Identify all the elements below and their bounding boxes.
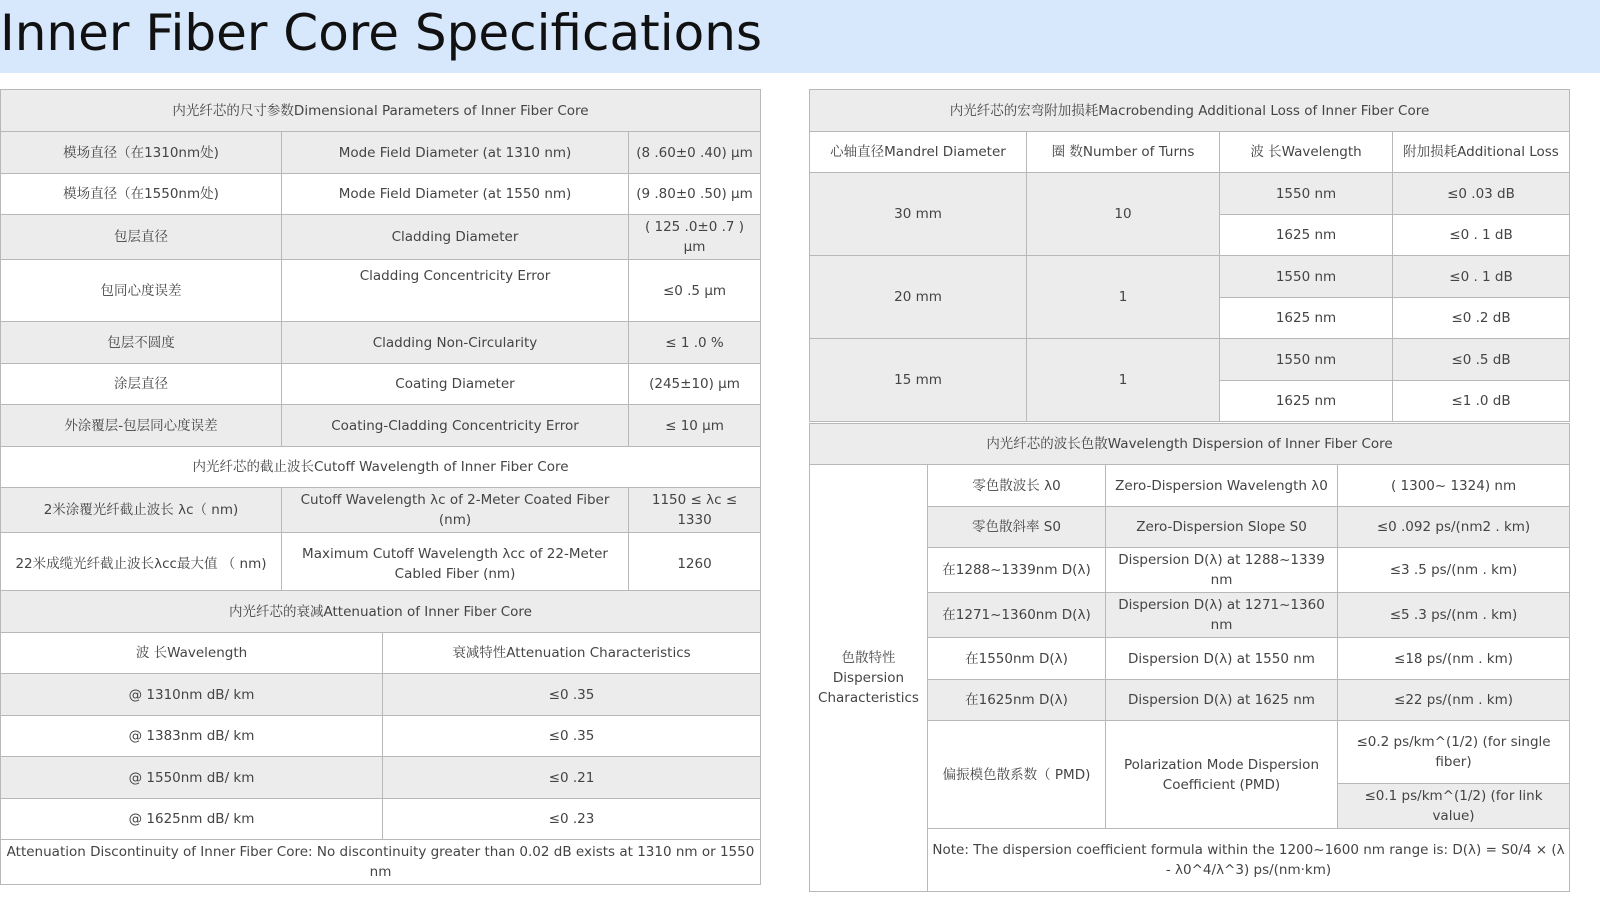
wavelength-cell: @ 1383nm dB/ km (1, 716, 383, 757)
table-row (1, 757, 761, 799)
param-cn: 在1288~1339nm D(λ) (928, 548, 1106, 593)
table-row (810, 339, 1570, 381)
param-cn: 外涂覆层-包层同心度误差 (1, 405, 282, 447)
table-row (810, 173, 1570, 215)
param-cn: 涂层直径 (1, 364, 282, 405)
table-row (1, 840, 761, 885)
loss-cell: ≤0 .03 dB (1393, 173, 1570, 215)
wavelength-cell: 1550 nm (1220, 256, 1393, 298)
param-cn: 模场直径（在1310nm处) (1, 132, 282, 174)
wavelength-cell: @ 1310nm dB/ km (1, 674, 383, 716)
attenuation-value: ≤0 .21 (383, 757, 761, 799)
param-cn: 模场直径（在1550nm处) (1, 174, 282, 215)
table-row (1, 174, 761, 215)
dispersion-note: Note: The dispersion coefficient formula within the 1200~1600 nm range is: D(λ) = S0/4 × (λ - λ0^4/λ^3) ps/(nm·km) (928, 829, 1570, 892)
param-cn: 零色散波长 λ0 (928, 465, 1106, 507)
param-value: (245±10) μm (629, 364, 761, 405)
table-row (1, 716, 761, 757)
param-cn: 包层不圆度 (1, 322, 282, 364)
table-row (810, 132, 1570, 173)
pmd-en: Polarization Mode Dispersion Coefficient (PMD) (1106, 721, 1338, 829)
attenuation-value: ≤0 .35 (383, 716, 761, 757)
param-value: ≤5 .3 ps/(nm . km) (1338, 593, 1570, 638)
param-value: 1150 ≤ λc ≤ 1330 (629, 488, 761, 533)
param-en: Dispersion D(λ) at 1288~1339 nm (1106, 548, 1338, 593)
param-en: Mode Field Diameter (at 1310 nm) (282, 132, 629, 174)
param-value: (8 .60±0 .40) μm (629, 132, 761, 174)
param-value: ≤3 .5 ps/(nm . km) (1338, 548, 1570, 593)
param-en: Coating-Cladding Concentricity Error (282, 405, 629, 447)
table-row (1, 591, 761, 633)
macrobending-table (809, 89, 1570, 422)
param-value: (9 .80±0 .50) μm (629, 174, 761, 215)
wavelength-cell: 1550 nm (1220, 173, 1393, 215)
cutoff-title: 内光纤芯的截止波长Cutoff Wavelength of Inner Fiber Core (1, 447, 761, 488)
param-en: Dispersion D(λ) at 1550 nm (1106, 638, 1338, 680)
table-row (1, 364, 761, 405)
attenuation-value: ≤0 .23 (383, 799, 761, 840)
param-cn: 在1625nm D(λ) (928, 680, 1106, 721)
param-cn: 2米涂覆光纤截止波长 λc（ nm) (1, 488, 282, 533)
param-cn: 包同心度误差 (1, 260, 282, 322)
table-row (810, 465, 1570, 507)
param-value: ( 125 .0±0 .7 ) μm (629, 215, 761, 260)
param-value: ≤0 .5 μm (629, 260, 761, 322)
table-row (810, 424, 1570, 465)
table-row (1, 488, 761, 533)
param-cn: 零色散斜率 S0 (928, 507, 1106, 548)
loss-cell: ≤0 . 1 dB (1393, 215, 1570, 256)
macrobending-title: 内光纤芯的宏弯附加损耗Macrobending Additional Loss of Inner Fiber Core (810, 90, 1570, 132)
turns-cell: 1 (1027, 256, 1220, 339)
param-value: ≤18 ps/(nm . km) (1338, 638, 1570, 680)
param-en: Cladding Non-Circularity (282, 322, 629, 364)
wavelength-cell: @ 1625nm dB/ km (1, 799, 383, 840)
table-row (1, 90, 761, 132)
table-row (810, 256, 1570, 298)
table-row (1, 215, 761, 260)
dimensional-title: 内光纤芯的尺寸参数Dimensional Parameters of Inner Fiber Core (1, 90, 761, 132)
mandrel-cell: 20 mm (810, 256, 1027, 339)
turns-cell: 10 (1027, 173, 1220, 256)
loss-cell: ≤0 .5 dB (1393, 339, 1570, 381)
pmd-cn: 偏振模色散系数（ PMD) (928, 721, 1106, 829)
table-row (810, 90, 1570, 132)
col-loss: 附加损耗Additional Loss (1393, 132, 1570, 173)
mandrel-cell: 30 mm (810, 173, 1027, 256)
turns-cell: 1 (1027, 339, 1220, 422)
table-row (1, 447, 761, 488)
param-en: Cutoff Wavelength λc of 2-Meter Coated Fiber (nm) (282, 488, 629, 533)
attenuation-value: ≤0 .35 (383, 674, 761, 716)
param-en: Zero-Dispersion Wavelength λ0 (1106, 465, 1338, 507)
wavelength-cell: 1625 nm (1220, 215, 1393, 256)
table-row (1, 132, 761, 174)
param-cn: 22米成缆光纤截止波长λcc最大值 （ nm) (1, 533, 282, 596)
col-characteristics: 衰减特性Attenuation Characteristics (383, 633, 761, 674)
attenuation-table (0, 590, 761, 885)
table-row (1, 533, 761, 596)
wavelength-cell: 1550 nm (1220, 339, 1393, 381)
param-en: Cladding Concentricity Error (282, 260, 629, 322)
param-en: Coating Diameter (282, 364, 629, 405)
loss-cell: ≤0 .2 dB (1393, 298, 1570, 339)
param-en: Dispersion D(λ) at 1625 nm (1106, 680, 1338, 721)
pmd-single-value: ≤0.2 ps/km^(1/2) (for single fiber) (1338, 721, 1570, 784)
param-value: ( 1300~ 1324) nm (1338, 465, 1570, 507)
table-row (1, 674, 761, 716)
param-en: Mode Field Diameter (at 1550 nm) (282, 174, 629, 215)
wavelength-cell: 1625 nm (1220, 381, 1393, 422)
table-row (1, 260, 761, 322)
table-row (1, 322, 761, 364)
param-en: Cladding Diameter (282, 215, 629, 260)
param-en: Zero-Dispersion Slope S0 (1106, 507, 1338, 548)
wavelength-cell: @ 1550nm dB/ km (1, 757, 383, 799)
param-value: ≤ 1 .0 % (629, 322, 761, 364)
page-title: Inner Fiber Core Specifications (0, 4, 762, 62)
param-cn: 包层直径 (1, 215, 282, 260)
title-bar (0, 0, 1600, 73)
param-value: ≤0 .092 ps/(nm2 . km) (1338, 507, 1570, 548)
table-row (1, 799, 761, 840)
col-turns: 圈 数Number of Turns (1027, 132, 1220, 173)
param-value: ≤ 10 μm (629, 405, 761, 447)
loss-cell: ≤0 . 1 dB (1393, 256, 1570, 298)
col-mandrel: 心轴直径Mandrel Diameter (810, 132, 1027, 173)
param-value: 1260 (629, 533, 761, 596)
table-row (1, 405, 761, 447)
table-row (1, 633, 761, 674)
param-en: Dispersion D(λ) at 1271~1360 nm (1106, 593, 1338, 638)
dispersion-title: 内光纤芯的波长色散Wavelength Dispersion of Inner Fiber Core (810, 424, 1570, 465)
side-label-en: Dispersion Characteristics (818, 670, 919, 706)
dimensional-cutoff-table (0, 89, 761, 596)
mandrel-cell: 15 mm (810, 339, 1027, 422)
attenuation-title: 内光纤芯的衰减Attenuation of Inner Fiber Core (1, 591, 761, 633)
dispersion-side-label (810, 465, 928, 892)
loss-cell: ≤1 .0 dB (1393, 381, 1570, 422)
wavelength-cell: 1625 nm (1220, 298, 1393, 339)
side-label-cn: 色散特性 (841, 650, 896, 666)
attenuation-note: Attenuation Discontinuity of Inner Fiber Core: No discontinuity greater than 0.02 dB exists at 1310 nm or 1550 nm (1, 840, 761, 885)
dispersion-table (809, 423, 1570, 892)
param-en: Maximum Cutoff Wavelength λcc of 22-Meter Cabled Fiber (nm) (282, 533, 629, 596)
param-cn: 在1550nm D(λ) (928, 638, 1106, 680)
param-cn: 在1271~1360nm D(λ) (928, 593, 1106, 638)
param-value: ≤22 ps/(nm . km) (1338, 680, 1570, 721)
col-wavelength: 波 长Wavelength (1220, 132, 1393, 173)
pmd-link-value: ≤0.1 ps/km^(1/2) (for link value) (1338, 784, 1570, 829)
col-wavelength: 波 长Wavelength (1, 633, 383, 674)
